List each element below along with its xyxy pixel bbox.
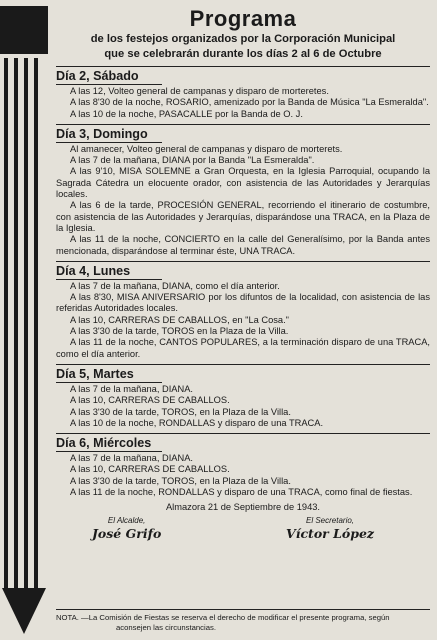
day-heading bbox=[56, 261, 430, 281]
event-list bbox=[56, 144, 430, 257]
event-item: A las 10 de la noche, RONDALLAS y disparo de una TRACA. bbox=[70, 417, 324, 428]
program-subtitle-line2: que se celebrarán durante los días 2 al 6 de Octubre bbox=[104, 48, 382, 60]
event-list bbox=[56, 281, 430, 360]
event-item: A las 3'30 de la tarde, TOROS, en la Plaza de la Villa. bbox=[70, 406, 291, 417]
day-heading bbox=[56, 433, 430, 453]
day-title: Día 2, Sábado bbox=[56, 69, 143, 85]
event-item: A las 10, CARRERAS DE CABALLOS, en "La Cosa." bbox=[70, 314, 289, 325]
event-list bbox=[56, 453, 430, 498]
day-heading bbox=[56, 66, 430, 86]
day-heading bbox=[56, 124, 430, 144]
footer-note bbox=[56, 609, 430, 632]
event-item: A las 12, Volteo general de campanas y disparo de morteretes. bbox=[70, 86, 329, 96]
day-section bbox=[56, 66, 430, 120]
day-section bbox=[56, 124, 430, 257]
secretary-signature bbox=[286, 516, 374, 542]
event-item: A las 10 de la noche, PASACALLE por la Banda de O. J. bbox=[70, 108, 303, 119]
event-item: A las 11 de la noche, CANTOS POPULARES, a la terminación disparo de una TRACA, como el día anterior. bbox=[56, 337, 430, 359]
day-section bbox=[56, 433, 430, 498]
signatures bbox=[56, 516, 430, 546]
event-item: A las 11 de la noche, CONCIERTO en la calle del Generalísimo, por la Banda antes mencionada, disparándose al terminar éste, UNA TRACA. bbox=[56, 234, 430, 256]
event-item: A las 6 de la tarde, PROCESIÓN GENERAL, recorriendo el itinerario de costumbre, con asistencia de las Autoridades y Jerarquías, disparándose una TRACA, en la Plaza de la Iglesia. bbox=[56, 200, 430, 233]
arrow-stripes-graphic bbox=[0, 6, 52, 636]
program-subtitle-line1: de los festejos organizados por la Corporación Municipal bbox=[90, 33, 396, 45]
event-item: A las 10, CARRERAS DE CABALLOS. bbox=[70, 395, 230, 406]
day-section bbox=[56, 364, 430, 429]
event-item: Al amanecer, Volteo general de campanas y disparo de morterets. bbox=[70, 143, 343, 154]
event-item: A las 9'10, MISA SOLEMNE a Gran Orquesta, en la Iglesia Parroquial, ocupando la Sagrada Cátedra un elocuente orador, con asistencia de las Autoridades y Jerarquías locales. bbox=[56, 166, 430, 200]
event-item: A las 8'30 de la noche, ROSARIO, amenizado por la Banda de Música "La Esmeralda". bbox=[70, 97, 429, 108]
event-item: A las 7 de la mañana, DIANA, como el día anterior. bbox=[70, 280, 280, 291]
event-item: A las 3'30 de la tarde, TOROS, en la Plaza de la Villa. bbox=[70, 475, 291, 486]
event-item: A las 11 de la noche, RONDALLAS y disparo de una TRACA, como final de fiestas. bbox=[70, 487, 413, 498]
event-item: A las 7 de la mañana, DIANA. bbox=[70, 383, 193, 394]
event-item: A las 3'30 de la tarde, TOROS en la Plaza de la Villa. bbox=[70, 326, 289, 337]
mayor-role: El Alcalde, bbox=[107, 516, 146, 526]
days-list bbox=[56, 66, 430, 498]
day-title: Día 5, Martes bbox=[56, 367, 138, 383]
event-list bbox=[56, 384, 430, 429]
day-title: Día 3, Domingo bbox=[56, 127, 152, 143]
program-title: Programa bbox=[189, 6, 297, 31]
day-heading bbox=[56, 364, 430, 384]
place-date: Almazora 21 de Septiembre de 1943. bbox=[165, 502, 320, 513]
mayor-signature bbox=[92, 516, 161, 542]
program-content bbox=[56, 6, 430, 546]
secretary-role: El Secretario, bbox=[306, 516, 355, 526]
event-list bbox=[56, 86, 430, 120]
event-item: A las 10, CARRERAS DE CABALLOS. bbox=[70, 464, 230, 475]
day-title: Día 6, Miércoles bbox=[56, 436, 155, 452]
day-section bbox=[56, 261, 430, 360]
day-title: Día 4, Lunes bbox=[56, 264, 134, 280]
event-item: A las 7 de la mañana, DIANA por la Banda "La Esmeralda". bbox=[70, 155, 315, 166]
event-item: A las 7 de la mañana, DIANA. bbox=[70, 453, 193, 464]
secretary-name: Víctor López bbox=[286, 526, 375, 542]
note-line2: aconsejen las circunstancias. bbox=[116, 622, 216, 632]
event-item: A las 8'30, MISA ANIVERSARIO por los difuntos de la localidad, con asistencia de las referidas Autoridades locales. bbox=[56, 292, 430, 314]
mayor-name: José Grifo bbox=[92, 526, 162, 542]
note-line1: NOTA. —La Comisión de Fiestas se reserva el derecho de modificar el presente programa, según bbox=[56, 613, 390, 622]
